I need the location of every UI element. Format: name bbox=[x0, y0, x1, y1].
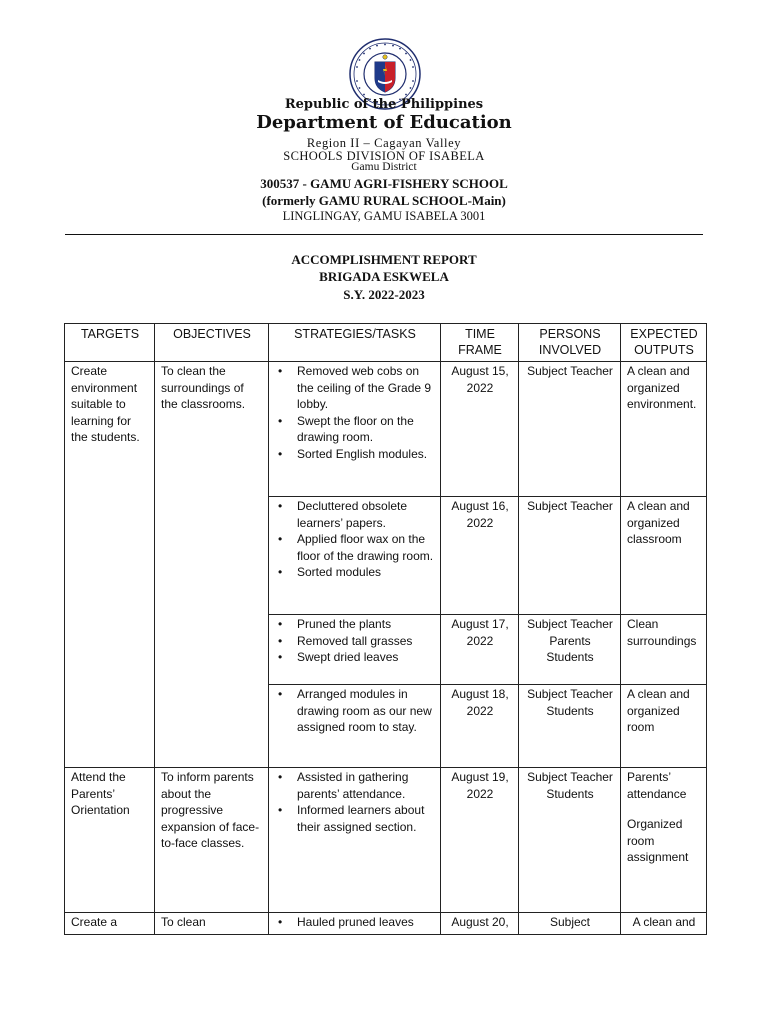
task-item: • Removed tall grasses bbox=[297, 633, 435, 650]
task-item: • Swept the floor on the drawing room. bbox=[297, 413, 435, 446]
task-item: • Sorted modules bbox=[297, 564, 435, 581]
output-entry: Organized room assignment bbox=[627, 817, 689, 864]
region-line: Region II – Cagayan Valley bbox=[306, 136, 462, 150]
objective-cell: To clean the surroundings of the classrooms. bbox=[155, 362, 269, 768]
table-row bbox=[65, 362, 707, 497]
district-line: Gamu District bbox=[351, 161, 417, 173]
output-cell bbox=[621, 362, 707, 497]
report-title: ACCOMPLISHMENT REPORT bbox=[291, 252, 477, 267]
tasks-cell bbox=[269, 497, 441, 615]
date-cell: August 20, bbox=[441, 913, 519, 935]
persons-cell bbox=[519, 685, 621, 768]
output-entry: Parents’ attendance bbox=[627, 770, 687, 801]
department-title: Department of Education bbox=[256, 112, 512, 133]
target-cell: Attend the Parents’ Orientation bbox=[65, 768, 155, 913]
table-row bbox=[65, 768, 707, 913]
task-item: • Applied floor wax on the floor of the drawing room. bbox=[297, 531, 435, 564]
objective-cell: To clean bbox=[155, 913, 269, 935]
output-cell bbox=[621, 913, 707, 935]
header-divider bbox=[65, 234, 703, 235]
report-subtitle: BRIGADA ESKWELA bbox=[319, 269, 449, 284]
republic-line: Republic of the Philippines bbox=[284, 97, 484, 112]
formerly-line: (formerly GAMU RURAL SCHOOL-Main) bbox=[262, 193, 506, 208]
person-entry: Parents bbox=[549, 633, 591, 648]
school-year: S.Y. 2022-2023 bbox=[343, 287, 425, 302]
objective-cell: To inform parents about the progressive expansion of face-to-face classes. bbox=[155, 768, 269, 913]
person-entry: Subject Teacher bbox=[527, 687, 613, 701]
target-cell: Create environment suitable to learning for the students. bbox=[65, 362, 155, 768]
tasks-cell bbox=[269, 362, 441, 497]
accomplishment-table bbox=[64, 323, 707, 935]
person-entry: Students bbox=[546, 786, 594, 801]
address-line: LINGLINGAY, GAMU ISABELA 3001 bbox=[282, 209, 486, 223]
task-item: • Removed web cobs on the ceiling of the Grade 9 lobby. bbox=[297, 363, 435, 413]
persons-cell bbox=[519, 615, 621, 685]
person-entry: Subject Teacher bbox=[527, 364, 613, 378]
output-entry: Clean surroundings bbox=[627, 617, 697, 648]
output-entry: A clean and organized classroom bbox=[627, 499, 690, 546]
task-item: • Arranged modules in drawing room as our new assigned room to stay. bbox=[297, 686, 435, 736]
target-cell: Create a bbox=[65, 913, 155, 935]
header-expected-outputs: EXPECTED OUTPUTS bbox=[621, 324, 707, 362]
header-time-frame: TIME FRAME bbox=[441, 324, 519, 362]
table-row bbox=[65, 913, 707, 935]
output-cell bbox=[621, 768, 707, 913]
school-name: 300537 - GAMU AGRI-FISHERY SCHOOL bbox=[260, 176, 508, 191]
person-entry: Subject Teacher bbox=[527, 617, 613, 631]
output-entry: A clean and organized environment. bbox=[627, 364, 697, 411]
date-cell: August 18, 2022 bbox=[441, 685, 519, 768]
person-entry: Students bbox=[546, 703, 594, 718]
tasks-cell bbox=[269, 768, 441, 913]
output-cell bbox=[621, 497, 707, 615]
persons-cell bbox=[519, 913, 621, 935]
task-item: • Swept dried leaves bbox=[297, 649, 435, 666]
tasks-cell bbox=[269, 685, 441, 768]
date-cell: August 16, 2022 bbox=[441, 497, 519, 615]
persons-cell bbox=[519, 497, 621, 615]
task-item: • Informed learners about their assigned section. bbox=[297, 802, 435, 835]
person-entry: Subject bbox=[549, 915, 591, 929]
output-entry: A clean and organized room bbox=[627, 687, 690, 734]
header-persons-involved: PERSONS INVOLVED bbox=[519, 324, 621, 362]
tasks-cell bbox=[269, 615, 441, 685]
table-header-row bbox=[65, 324, 707, 362]
output-entry: A clean and bbox=[632, 915, 696, 929]
person-entry: Subject Teacher bbox=[527, 499, 613, 513]
persons-cell bbox=[519, 362, 621, 497]
date-cell: August 15, 2022 bbox=[441, 362, 519, 497]
task-item: • Sorted English modules. bbox=[297, 446, 435, 463]
persons-cell bbox=[519, 768, 621, 913]
date-cell: August 17, 2022 bbox=[441, 615, 519, 685]
person-entry: Subject Teacher bbox=[527, 770, 613, 784]
person-entry: Students bbox=[546, 650, 594, 664]
output-cell bbox=[621, 615, 707, 685]
output-cell bbox=[621, 685, 707, 768]
tasks-cell bbox=[269, 913, 441, 935]
task-item: • Assisted in gathering parents’ attendance. bbox=[297, 769, 435, 802]
header-objectives: OBJECTIVES bbox=[155, 324, 269, 362]
header-strategies: STRATEGIES/TASKS bbox=[269, 324, 441, 362]
task-item: • Pruned the plants bbox=[297, 616, 435, 633]
task-item: • Decluttered obsolete learners’ papers. bbox=[297, 498, 435, 531]
header-targets: TARGETS bbox=[65, 324, 155, 362]
date-cell: August 19, 2022 bbox=[441, 768, 519, 913]
task-item: • Hauled pruned leaves bbox=[297, 914, 435, 931]
division-line: SCHOOLS DIVISION OF ISABELA bbox=[283, 149, 485, 163]
